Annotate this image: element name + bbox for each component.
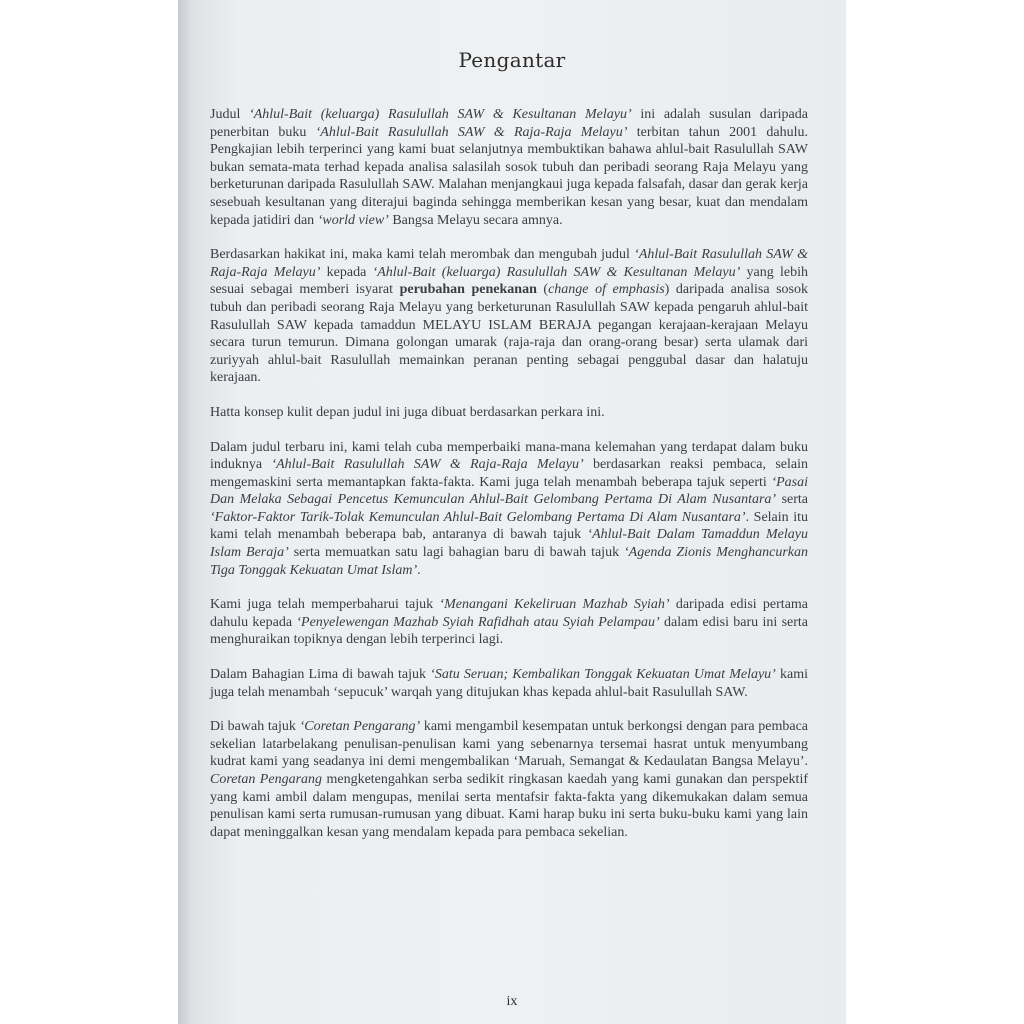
- text-run: Hatta konsep kulit depan judul ini juga dibuat berdasarkan perkara ini.: [210, 404, 605, 420]
- italic-text: ‘Ahlul-Bait Rasulullah SAW & Raja-Raja Melayu’: [315, 124, 628, 140]
- text-run: .: [417, 562, 421, 578]
- paragraph: [210, 106, 808, 229]
- body-text: [210, 106, 808, 858]
- italic-text: ‘Menangani Kekeliruan Mazhab Syiah’: [439, 597, 670, 613]
- text-run: Berdasarkan hakikat ini, maka kami telah merombak dan mengubah judul: [210, 247, 635, 263]
- bold-text: perubahan penekanan: [399, 282, 537, 298]
- italic-text: Coretan Pengarang: [210, 772, 323, 787]
- text-run: Dalam Bahagian Lima di bawah tajuk: [210, 667, 431, 683]
- text-run: dalam edisi baru ini serta menghuraikan topiknya dengan lebih terperinci lagi.: [210, 614, 809, 648]
- text-run: mengketengahkan serba sedikit ringkasan kaedah yang kami gunakan dan perspektif yang kami ambil dalam mengupas, menilai serta mentafsir fakta-fakta yang dikemukakan dalam semua penulisan kami serta rumusan-rumusan yang dibuat. Kami harap buku ini serta buku-buku kami yang lain dapat meninggalkan kesan yang mendalam kepada para pembaca sekelian.: [210, 772, 808, 840]
- text-run: Bangsa Melayu secara amnya.: [388, 212, 563, 228]
- page-number: ix: [506, 994, 518, 1009]
- italic-text: ‘Pasai Dan Melaka Sebagai Pencetus Kemunculan Ahlul-Bait Gelombang Pertama Di Alam Nusantara’: [210, 474, 808, 508]
- paragraph: [210, 718, 808, 841]
- paragraph: [210, 596, 808, 649]
- text-run: kami juga telah menambah ‘sepucuk’ warqah yang ditujukan khas kepada ahlul-bait Rasulullah SAW.: [210, 667, 809, 700]
- text-run: kami mengambil kesempatan untuk berkongsi dengan para pembaca sekelian latarbelakang penulisan-penulisan kami yang sebenarnya tersemai hasrat untuk menyumbang kudrat kami yang seadanya ini demi mengembalikan ‘Maruah, Semangat & Kedaulatan Bangsa Melayu’.: [210, 719, 808, 770]
- italic-text: ‘world view’: [317, 212, 389, 228]
- left-margin: [0, 0, 178, 1024]
- text-run: serta: [776, 492, 808, 508]
- paragraph: [210, 666, 808, 701]
- italic-text: ‘Ahlul-Bait Rasulullah SAW & Raja-Raja Melayu’: [271, 457, 584, 473]
- italic-text: ‘Ahlul-Bait (keluarga) Rasulullah SAW & Kesultanan Melayu’: [372, 264, 741, 280]
- text-run: (: [536, 282, 549, 298]
- italic-text: ‘Coretan Pengarang’: [299, 719, 421, 735]
- italic-text: ‘Ahlul-Bait Rasulullah SAW & Raja-Raja Melayu’: [210, 247, 808, 280]
- text-run: Dalam judul terbaru ini, kami telah cuba memperbaiki mana-mana kelemahan yang terdapat dalam buku induknya: [210, 439, 808, 473]
- italic-text: ‘Ahlul-Bait (keluarga) Rasulullah SAW & Kesultanan Melayu’: [249, 107, 632, 122]
- italic-text: ‘Penyelewengan Mazhab Syiah Rafidhah atau Syiah Pelampau’: [296, 614, 660, 630]
- text-run: ini adalah susulan daripada penerbitan buku: [210, 107, 808, 140]
- text-run: yang lebih sesuai sebagai memberi isyarat: [210, 264, 808, 298]
- text-run: . Selain itu kami telah menambah beberapa bab, antaranya di bawah tajuk: [210, 509, 809, 543]
- text-run: Kami juga telah memperbaharui tajuk: [210, 597, 440, 613]
- text-run: ) daripada analisa sosok tubuh dan peribadi seorang Raja Melayu yang berketurunan Rasulullah SAW kepada pengaruh ahlul-bait Rasulullah SAW kepada tamaddun MELAYU ISLAM BERAJA pegangan kerajaan-kerajaan Melayu secara turun temurun. Dimana golongan umarak (raja-raja dan orang-orang besar) serta ulamak dari zuriyyah ahlul-bait Rasulullah memainkan peranan penting sebagai penggubal dasar dan halatuju kerajaan.: [210, 282, 809, 386]
- right-margin: [846, 0, 1024, 1024]
- italic-text: ‘Satu Seruan; Kembalikan Tonggak Kekuatan Umat Melayu’: [430, 667, 776, 683]
- text-run: daripada edisi pertama dahulu kepada: [210, 597, 809, 630]
- page-title: Pengantar: [458, 48, 566, 72]
- text-run: berdasarkan reaksi pembaca, selain mengemaskini serta memantapkan fakta-fakta. Kami juga telah menambah beberapa tajuk seperti: [210, 457, 808, 490]
- paragraph: [210, 404, 808, 422]
- italic-text: ‘Ahlul-Bait Dalam Tamaddun Melayu Islam Beraja’: [210, 527, 809, 561]
- text-run: terbitan tahun 2001 dahulu. Pengkajian lebih terperinci yang kami buat selanjutnya membuktikan bahawa ahlul-bait Rasulullah SAW bukan semata-mata terhad kepada analisa salasilah sosok tubuh dan peribadi seorang Raja Melayu yang berketurunan daripada Rasulullah SAW. Malahan menjangkaui juga kepada falsafah, dasar dan gerak kerja sesebuah kesultanan yang diterajui baginda sehingga memberikan kesan yang besar, kuat dan mendalam kepada jatidiri dan: [210, 124, 808, 228]
- italic-text: ‘Agenda Zionis Menghancurkan Tiga Tonggak Kekuatan Umat Islam’: [210, 545, 808, 578]
- book-page: [178, 0, 846, 1024]
- text-run: Di bawah tajuk: [210, 719, 300, 735]
- italic-text: ‘Faktor-Faktor Tarik-Tolak Kemunculan Ahlul-Bait Gelombang Pertama Di Alam Nusantara’: [210, 509, 746, 525]
- paragraph: [210, 246, 808, 387]
- text-run: serta memuatkan satu lagi bahagian baru di bawah tajuk: [288, 545, 624, 561]
- text-run: kepada: [320, 264, 373, 280]
- italic-text: change of emphasis: [548, 282, 665, 298]
- text-run: Judul: [210, 107, 250, 122]
- paragraph: [210, 439, 808, 580]
